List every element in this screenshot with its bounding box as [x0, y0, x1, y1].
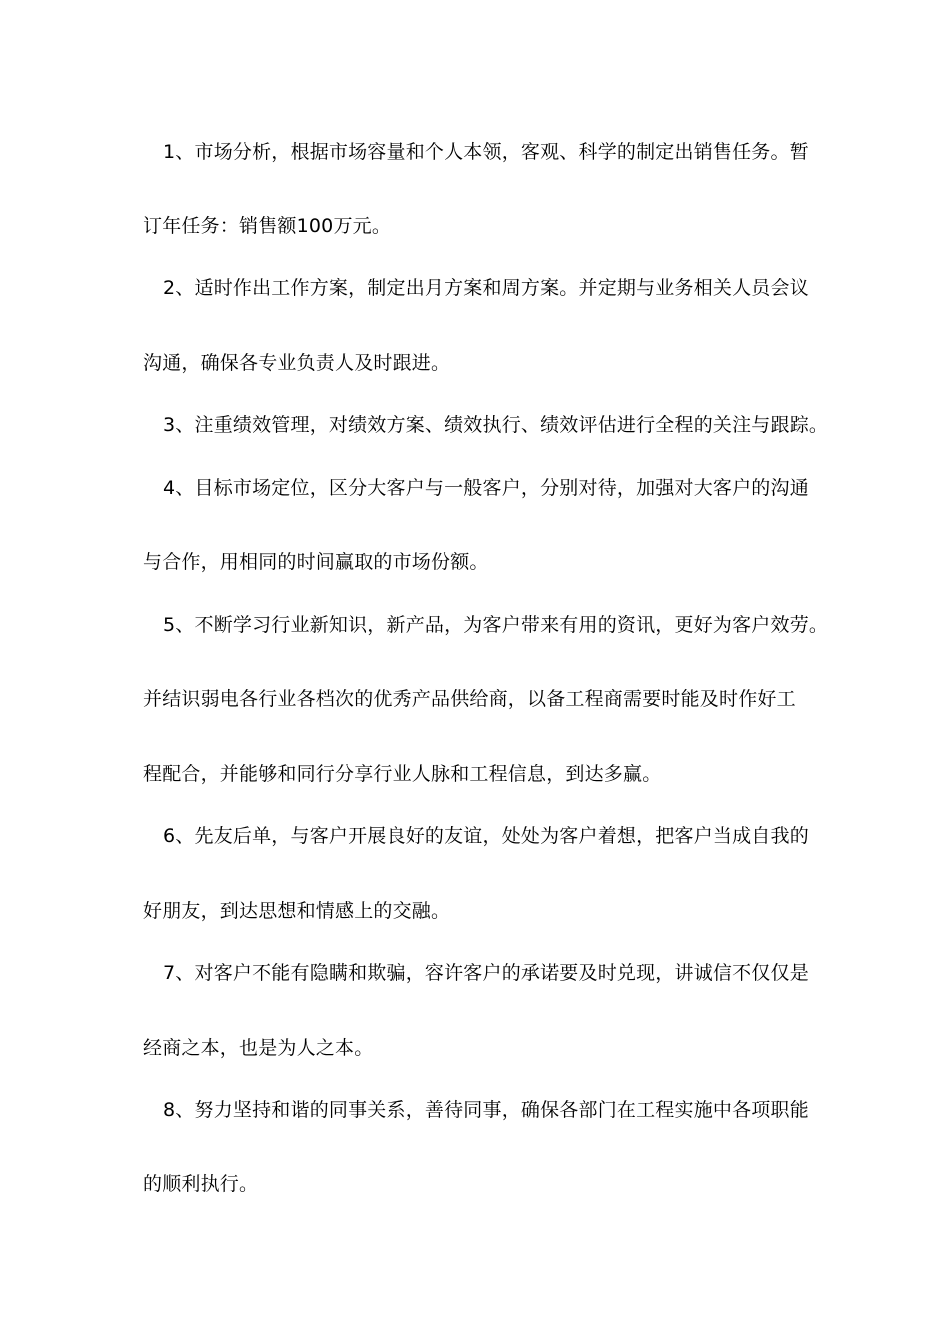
item-5-line-3: 程配合，并能够和同行分享行业人脉和工程信息，到达多赢。 — [143, 763, 662, 785]
item-6-line-2: 好朋友，到达思想和情感上的交融。 — [143, 900, 451, 922]
item-2-line-1: 2、适时作出工作方案，制定出月方案和周方案。并定期与业务相关人员会议 — [163, 277, 809, 299]
item-7-line-1: 7、对客户不能有隐瞒和欺骗，容许客户的承诺要及时兑现，讲诚信不仅仅是 — [163, 962, 809, 984]
item-5-line-2: 并结识弱电各行业各档次的优秀产品供给商，以备工程商需要时能及时作好工 — [143, 688, 796, 710]
item-7-line-2: 经商之本，也是为人之本。 — [143, 1037, 374, 1059]
item-8-line-2: 的顺利执行。 — [143, 1173, 259, 1195]
item-4-line-2: 与合作，用相同的时间赢取的市场份额。 — [143, 551, 489, 573]
item-3-line-1: 3、注重绩效管理，对绩效方案、绩效执行、绩效评估进行全程的关注与跟踪。 — [163, 414, 829, 436]
item-4-line-1: 4、目标市场定位，区分大客户与一般客户，分别对待，加强对大客户的沟通 — [163, 477, 809, 499]
item-5-line-1: 5、不断学习行业新知识，新产品，为客户带来有用的资讯，更好为客户效劳。 — [163, 614, 829, 636]
item-1-line-2: 订年任务：销售额100万元。 — [143, 215, 392, 237]
item-6-line-1: 6、先友后单，与客户开展良好的友谊，处处为客户着想，把客户当成自我的 — [163, 825, 809, 847]
item-8-line-1: 8、努力坚持和谐的同事关系，善待同事，确保各部门在工程实施中各项职能 — [163, 1099, 809, 1121]
item-1-line-1: 1、市场分析，根据市场容量和个人本领，客观、科学的制定出销售任务。暂 — [163, 141, 809, 163]
item-2-line-2: 沟通，确保各专业负责人及时跟进。 — [143, 352, 451, 374]
